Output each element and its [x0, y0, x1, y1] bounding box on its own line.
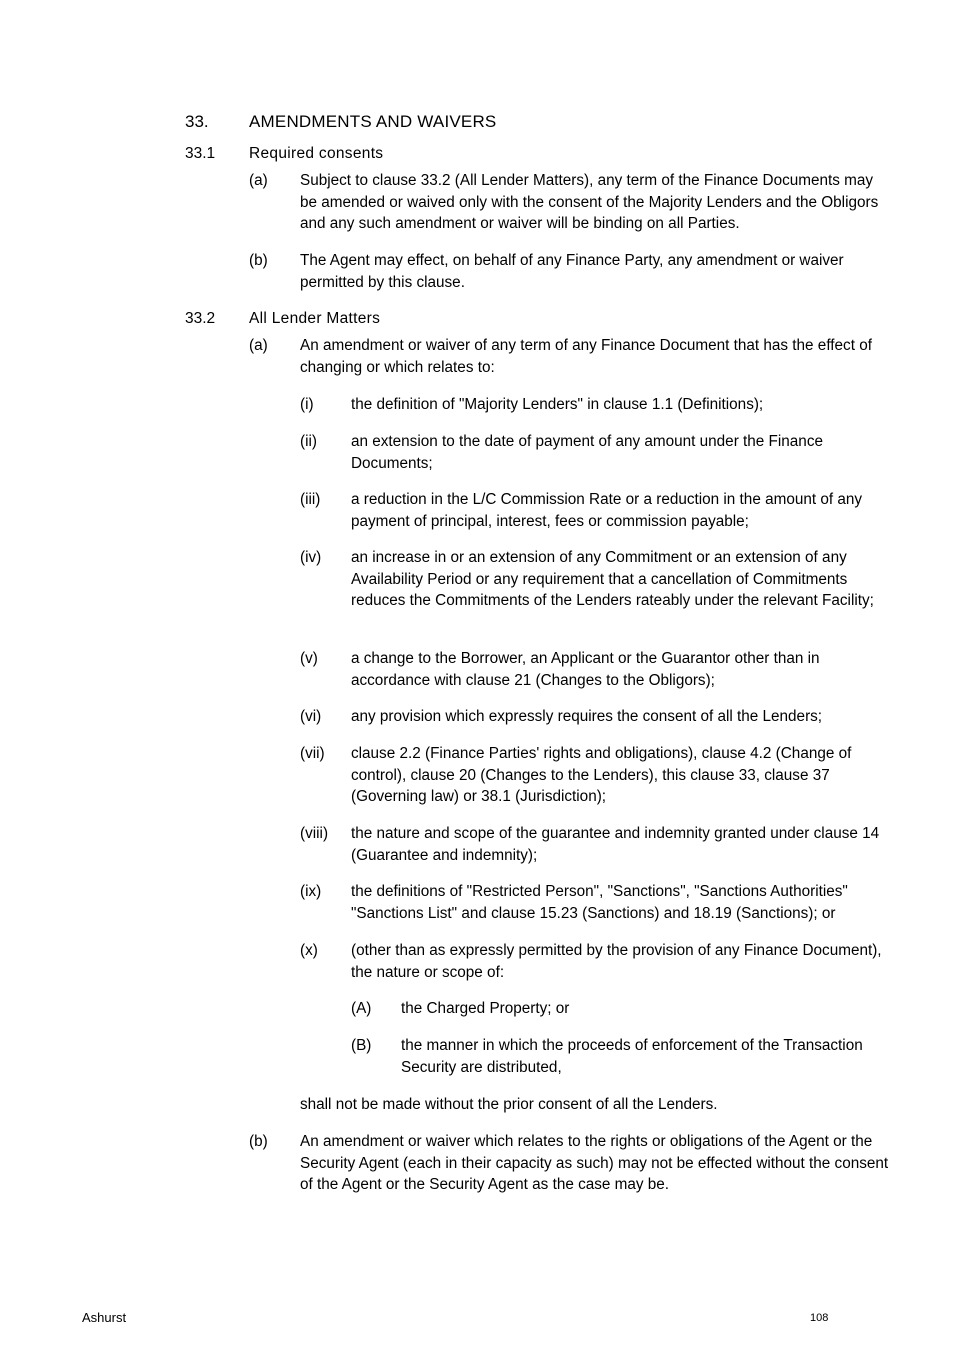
- list-item-text: the nature and scope of the guarantee and indemnity granted under clause 14 (Guarantee and indemnity);: [351, 825, 880, 864]
- list-item-label: (x): [300, 942, 318, 959]
- closing-sentence: shall not be made without the prior consent of all the Lenders.: [300, 1096, 718, 1113]
- sub-item-text: the Charged Property; or: [401, 1000, 570, 1017]
- footer-firm-name: Ashurst: [82, 1310, 127, 1325]
- list-item-label: (vi): [300, 708, 322, 725]
- list-item-text: a change to the Borrower, an Applicant or the Guarantor other than in accordance with clause 21 (Changes to the Obligors);: [351, 650, 820, 689]
- list-item-label: (iv): [300, 549, 322, 566]
- paragraph-text: An amendment or waiver which relates to the rights or obligations of the Agent or the Security Agent (each in their capacity as such) may not be effected without the consent of the Agent or the Security Agent as the case may be.: [300, 1133, 889, 1193]
- sub-item-text: the manner in which the proceeds of enforcement of the Transaction Security are distributed,: [401, 1037, 863, 1076]
- paragraph-text: The Agent may effect, on behalf of any Finance Party, any amendment or waiver permitted by this clause.: [300, 252, 844, 291]
- subclause-number: 33.1: [185, 145, 216, 162]
- paragraph-label: (b): [249, 252, 268, 269]
- page-number: 108: [810, 1312, 829, 1324]
- list-item-text: the definitions of "Restricted Person", "Sanctions", "Sanctions Authorities" "Sanctions List" and clause 15.23 (Sanctions) and 18.19 (Sanctions); or: [351, 883, 848, 922]
- list-item-label: (viii): [300, 825, 329, 842]
- subclause-number: 33.2: [185, 310, 216, 327]
- clause-title: AMENDMENTS AND WAIVERS: [249, 112, 497, 131]
- list-item-text: an increase in or an extension of any Commitment or an extension of any Availability Period or any requirement that a cancellation of Commitments reduces the Commitments of the Lenders rateably under the relevant Facility;: [351, 549, 874, 609]
- sub-item-label: (B): [351, 1037, 372, 1054]
- list-item-text: clause 2.2 (Finance Parties' rights and obligations), clause 4.2 (Change of control), clause 20 (Changes to the Lenders), this clause 33, clause 37 (Governing law) or 38.1 (Jurisdiction);: [351, 745, 852, 805]
- sub-item-label: (A): [351, 1000, 372, 1017]
- subclause-title: All Lender Matters: [249, 310, 381, 327]
- list-item-text: an extension to the date of payment of any amount under the Finance Documents;: [351, 433, 823, 472]
- paragraph-text: An amendment or waiver of any term of any Finance Document that has the effect of changing or which relates to:: [300, 337, 872, 376]
- subclause-title: Required consents: [249, 145, 384, 162]
- clause-number: 33.: [185, 112, 209, 131]
- list-item-text: the definition of "Majority Lenders" in clause 1.1 (Definitions);: [351, 396, 764, 413]
- list-item-label: (ix): [300, 883, 322, 900]
- paragraph-label: (a): [249, 172, 268, 189]
- paragraph-label: (a): [249, 337, 268, 354]
- list-item-text: (other than as expressly permitted by the provision of any Finance Document), the nature or scope of:: [351, 942, 882, 981]
- list-item-label: (v): [300, 650, 318, 667]
- list-item-label: (vii): [300, 745, 325, 762]
- list-item-text: any provision which expressly requires the consent of all the Lenders;: [351, 708, 823, 725]
- list-item-label: (iii): [300, 491, 321, 508]
- list-item-label: (ii): [300, 433, 317, 450]
- list-item-text: a reduction in the L/C Commission Rate or a reduction in the amount of any payment of principal, interest, fees or commission payable;: [351, 491, 863, 530]
- paragraph-text: Subject to clause 33.2 (All Lender Matters), any term of the Finance Documents may be amended or waived only with the consent of the Majority Lenders and the Obligors and any such amendment or waiver will be binding on all Parties.: [300, 172, 879, 232]
- list-item-label: (i): [300, 396, 314, 413]
- paragraph-label: (b): [249, 1133, 268, 1150]
